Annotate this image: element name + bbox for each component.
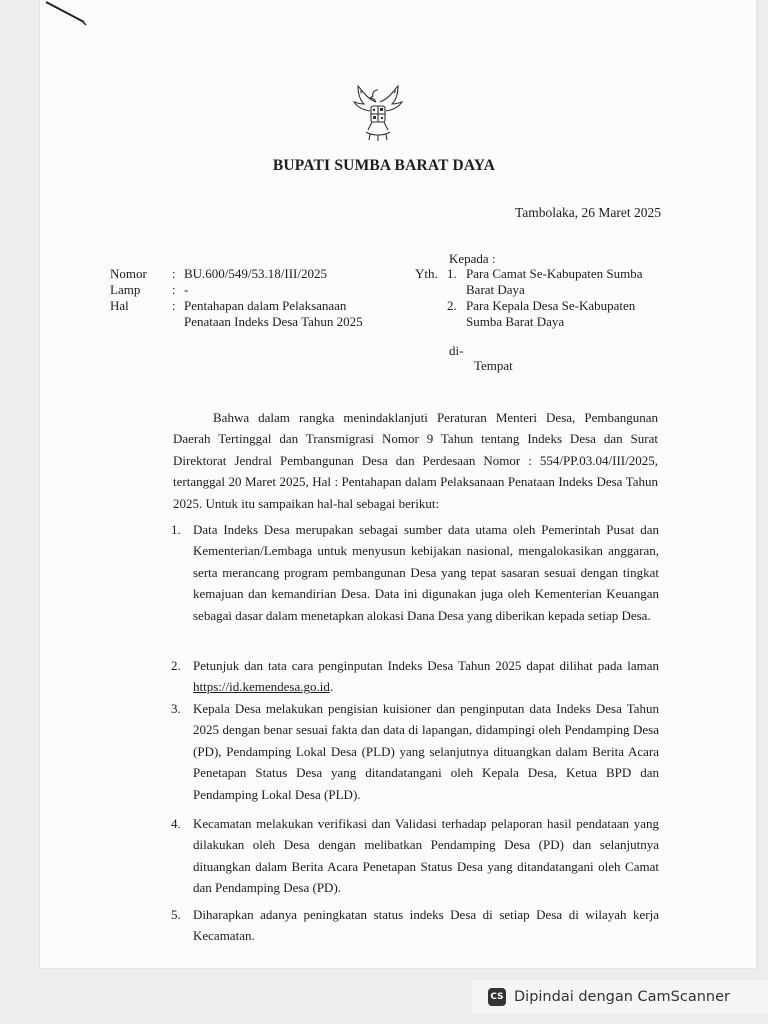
point-2-text xyxy=(193,655,659,698)
point-4-text: Kecamatan melakukan verifikasi dan Validasi terhadap pelaporan hasil pendataan yang dilakukan oleh Desa dengan melibatkan Pendamping Desa (PD) dan selanjutnya dituangkan dalam Berita Acara Penetapan Status Desa yang ditandatangani oleh Camat dan Pendamping Desa (PD). xyxy=(193,816,659,896)
point-2-suffix: . xyxy=(329,679,334,695)
point-5-text: Diharapkan adanya peningkatan status indeks Desa di setiap Desa di wilayah kerja Kecamatan. xyxy=(193,907,659,944)
hal-value-line1: Pentahapan dalam Pelaksanaan xyxy=(184,298,347,313)
recipient-1-num: 1. xyxy=(447,266,457,281)
hal-colon: : xyxy=(172,298,176,313)
camscanner-watermark xyxy=(472,980,768,1014)
di-label: di- xyxy=(449,343,464,358)
recipient-2-line2: Sumba Barat Daya xyxy=(466,314,565,329)
letter-title: BUPATI SUMBA BARAT DAYA xyxy=(272,157,496,174)
recipient-1-line1: Para Camat Se-Kabupaten Sumba xyxy=(466,266,643,281)
yth-label: Yth. xyxy=(415,266,438,281)
point-3-text: Kepala Desa melakukan pengisian kuisioner dan penginputan data Indeks Desa Tahun 2025 dengan benar sesuai fakta dan data di lapangan, didampingi oleh Pendamping Desa (PD), Pendamping Lokal Desa (PLD) yang selanjutnya dituangkan dalam Berita Acara Penetapan Status Desa yang ditandatangani oleh Kepala Desa, Ketua BPD dan Pendamping Lokal Desa (PLD). xyxy=(193,701,659,802)
point-1-num: 1. xyxy=(171,522,181,537)
recipient-1-line2: Barat Daya xyxy=(466,282,525,297)
nomor-colon: : xyxy=(172,266,176,281)
point-2-body: Petunjuk dan tata cara penginputan Indeks Desa Tahun 2025 dapat dilihat pada laman xyxy=(193,658,659,673)
lamp-colon: : xyxy=(172,282,176,297)
letter-date: Tambolaka, 26 Maret 2025 xyxy=(514,205,661,220)
lamp-label: Lamp xyxy=(110,282,141,297)
camscanner-logo-icon: CS xyxy=(488,988,506,1006)
kepada-label: Kepada : xyxy=(449,251,496,266)
recipient-2-num: 2. xyxy=(447,298,457,313)
camscanner-label: Dipindai dengan CamScanner xyxy=(514,989,731,1005)
nomor-label: Nomor xyxy=(110,266,147,281)
point-1-text: Data Indeks Desa merupakan sebagai sumber data utama oleh Pemerintah Pusat dan Kementerian/Lembaga untuk menyusun kebijakan nasional, mengalokasikan anggaran, serta merancang program pembangunan Desa yang tepat sasaran sesuai dengan tingkat kemajuan dan kemandirian Desa. Data ini digunakan juga oleh Kementerian Keuangan sebagai dasar dalam menetapkan alokasi Dana Desa yang diberikan kepada setiap Desa. xyxy=(193,522,659,623)
point-5-num: 5. xyxy=(171,907,181,922)
kemendesa-link[interactable]: https://id.kemendesa.go.id xyxy=(193,679,330,695)
garuda-emblem-icon xyxy=(352,84,404,142)
hal-label: Hal xyxy=(110,298,129,313)
lamp-value: - xyxy=(184,282,189,297)
intro-paragraph xyxy=(173,407,658,514)
point-4-num: 4. xyxy=(171,816,181,831)
recipient-2-line1: Para Kepala Desa Se-Kabupaten xyxy=(466,298,636,313)
intro-text: Bahwa dalam rangka menindaklanjuti Peraturan Menteri Desa, Pembangunan Daerah Tertinggal dan Transmigrasi Nomor 9 Tahun tentang Indeks Desa dan Surat Direktorat Jendral Pembangunan Desa dan Perdesaan Nomor : 554/PP.03.04/III/2025, tertanggal 20 Maret 2025, Hal : Pentahapan dalam Pelaksanaan Penataan Indeks Desa Tahun 2025. Untuk itu sampaikan hal-hal sebagai berikut: xyxy=(173,410,658,511)
nomor-value: BU.600/549/53.18/III/2025 xyxy=(184,266,327,281)
point-3-num: 3. xyxy=(171,701,181,716)
pen-mark xyxy=(44,0,94,30)
point-2-num: 2. xyxy=(171,658,181,673)
tempat-label: Tempat xyxy=(474,358,513,373)
hal-value-line2: Penataan Indeks Desa Tahun 2025 xyxy=(184,314,363,329)
